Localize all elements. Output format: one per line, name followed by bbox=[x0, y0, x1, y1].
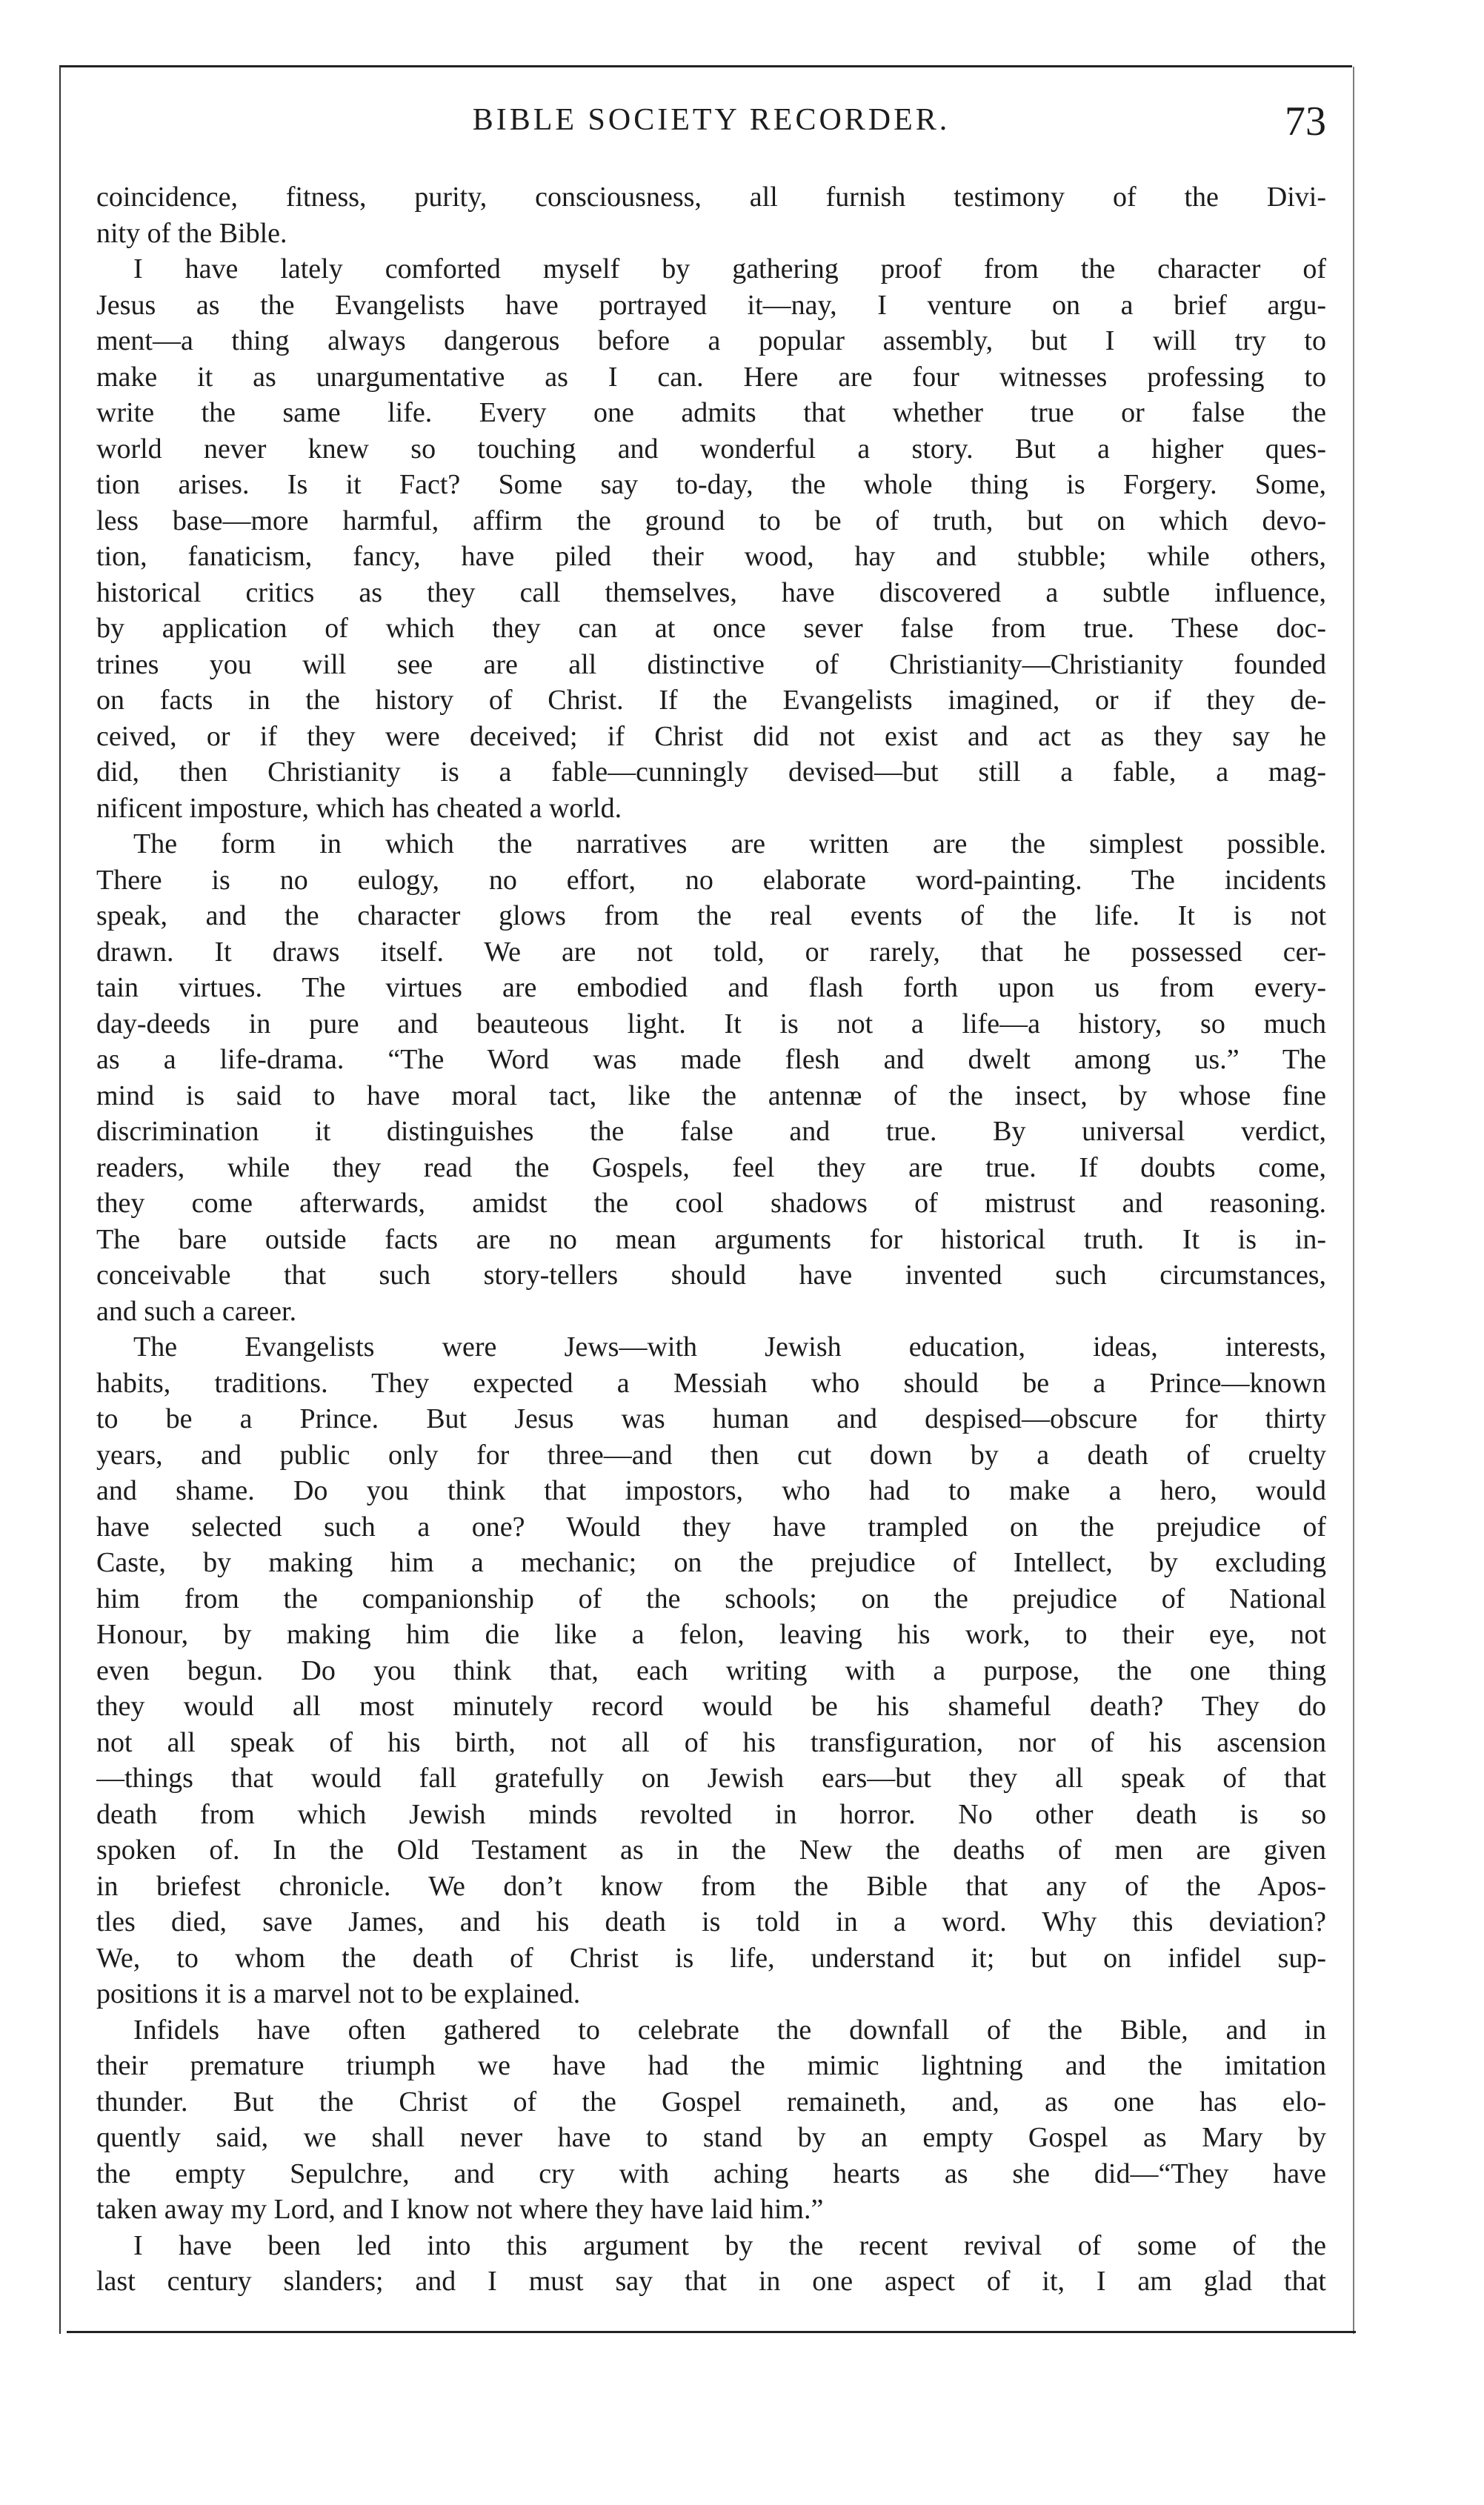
text-line: nity of the Bible. bbox=[96, 217, 287, 249]
text-line: coincidence, fitness, purity, consciousness, all furnish testimony of the Divi- bbox=[96, 182, 1326, 213]
text-line: tion, fanaticism, fancy, have piled their wood, hay and stubble; while others, bbox=[96, 541, 1326, 572]
text-line: ceived, or if they were deceived; if Christ did not exist and act as they say he bbox=[96, 720, 1326, 752]
bottom-border-rule bbox=[67, 2331, 1356, 2333]
top-border-rule bbox=[59, 65, 1352, 67]
text-line: their premature triumph we have had the mimic lightning and the imitation bbox=[96, 2050, 1326, 2081]
text-line: him from the companionship of the schools; on the prejudice of National bbox=[96, 1583, 1326, 1614]
text-line: years, and public only for three—and then cut down by a death of cruelty bbox=[96, 1439, 1326, 1471]
text-line: mind is said to have moral tact, like the antennæ of the insect, by whose fine bbox=[96, 1079, 1326, 1111]
text-line: quently said, we shall never have to stand by an empty Gospel as Mary by bbox=[96, 2122, 1326, 2153]
text-line: day-deeds in pure and beauteous light. It is not a life—a history, so much bbox=[96, 1008, 1326, 1039]
right-border-rule bbox=[1353, 67, 1354, 2334]
text-line: even begun. Do you think that, each writing with a purpose, the one thing bbox=[96, 1654, 1326, 1686]
text-line: habits, traditions. They expected a Messiah who should be a Prince—known bbox=[96, 1367, 1326, 1399]
text-line: have selected such a one? Would they have trampled on the prejudice of bbox=[96, 1511, 1326, 1543]
article-text-column bbox=[96, 179, 1326, 2300]
text-line: tain virtues. The virtues are embodied and flash forth upon us from every- bbox=[96, 972, 1326, 1003]
text-line: Honour, by making him die like a felon, leaving his work, to their eye, not bbox=[96, 1619, 1326, 1650]
text-line: —things that would fall gratefully on Jewish ears—but they all speak of that bbox=[96, 1763, 1326, 1794]
text-line: historical critics as they call themselves, have discovered a subtle influence, bbox=[96, 576, 1326, 608]
text-line: write the same life. Every one admits that whether true or false the bbox=[96, 397, 1326, 428]
text-line: they would all most minutely record would be his shameful death? They do bbox=[96, 1691, 1326, 1722]
text-line: Jesus as the Evangelists have portrayed it—nay, I venture on a brief argu- bbox=[96, 289, 1326, 321]
text-line: nificent imposture, which has cheated a world. bbox=[96, 792, 622, 824]
text-line: did, then Christianity is a fable—cunningly devised—but still a fable, a mag- bbox=[96, 756, 1326, 788]
text-line: in briefest chronicle. We don’t know from the Bible that any of the Apos- bbox=[96, 1870, 1326, 1902]
text-line: world never knew so touching and wonderful a story. But a higher ques- bbox=[96, 433, 1326, 465]
text-line: The form in which the narratives are written are the simplest possible. bbox=[133, 828, 1326, 859]
text-line: not all speak of his birth, not all of his transfiguration, nor of his ascension bbox=[96, 1726, 1326, 1758]
text-line: conceivable that such story-tellers should have invented such circumstances, bbox=[96, 1260, 1326, 1291]
text-line: and such a career. bbox=[96, 1295, 297, 1327]
text-line: positions it is a marvel not to be explained. bbox=[96, 1978, 581, 2009]
text-line: less base—more harmful, affirm the ground to be of truth, but on which devo- bbox=[96, 505, 1326, 536]
text-line: I have been led into this argument by the recent revival of some of the bbox=[133, 2229, 1326, 2261]
text-line: I have lately comforted myself by gathering proof from the character of bbox=[133, 253, 1326, 285]
text-line: on facts in the history of Christ. If the Evangelists imagined, or if they de- bbox=[96, 685, 1326, 716]
text-line: trines you will see are all distinctive of Christianity—Christianity founded bbox=[96, 648, 1326, 680]
text-line: readers, while they read the Gospels, feel they are true. If doubts come, bbox=[96, 1151, 1326, 1183]
text-line: speak, and the character glows from the real events of the life. It is not bbox=[96, 900, 1326, 931]
text-line: make it as unargumentative as I can. Here are four witnesses professing to bbox=[96, 361, 1326, 393]
text-line: drawn. It draws itself. We are not told, or rarely, that he possessed cer- bbox=[96, 936, 1326, 968]
text-line: taken away my Lord, and I know not where they have laid him.” bbox=[96, 2194, 824, 2225]
text-line: Infidels have often gathered to celebrate the downfall of the Bible, and in bbox=[133, 2014, 1326, 2046]
text-line: by application of which they can at once sever false from true. These doc- bbox=[96, 613, 1326, 644]
running-head: BIBLE SOCIETY RECORDER. bbox=[472, 103, 951, 137]
text-line: We, to whom the death of Christ is life, understand it; but on infidel sup- bbox=[96, 1942, 1326, 1974]
page-header bbox=[96, 98, 1326, 150]
text-line: last century slanders; and I must say that in one aspect of it, I am glad that bbox=[96, 2266, 1326, 2297]
text-line: The Evangelists were Jews—with Jewish education, ideas, interests, bbox=[133, 1331, 1326, 1363]
text-line: death from which Jewish minds revolted in horror. No other death is so bbox=[96, 1798, 1326, 1830]
text-line: Caste, by making him a mechanic; on the prejudice of Intellect, by excluding bbox=[96, 1547, 1326, 1578]
text-line: There is no eulogy, no effort, no elaborate word-painting. The incidents bbox=[96, 864, 1326, 896]
page-number: 73 bbox=[1285, 99, 1326, 144]
text-line: the empty Sepulchre, and cry with aching hearts as she did—“They have bbox=[96, 2158, 1326, 2189]
text-line: The bare outside facts are no mean arguments for historical truth. It is in- bbox=[96, 1223, 1326, 1255]
text-line: as a life-drama. “The Word was made flesh and dwelt among us.” The bbox=[96, 1044, 1326, 1075]
text-line: thunder. But the Christ of the Gospel remaineth, and, as one has elo- bbox=[96, 2086, 1326, 2118]
text-line: tion arises. Is it Fact? Some say to-day, the whole thing is Forgery. Some, bbox=[96, 469, 1326, 500]
text-line: to be a Prince. But Jesus was human and despised—obscure for thirty bbox=[96, 1403, 1326, 1434]
text-line: and shame. Do you think that impostors, who had to make a hero, would bbox=[96, 1475, 1326, 1506]
text-line: ment—a thing always dangerous before a popular assembly, but I will try to bbox=[96, 325, 1326, 356]
text-line: spoken of. In the Old Testament as in the New the deaths of men are given bbox=[96, 1834, 1326, 1866]
text-line: tles died, save James, and his death is told in a word. Why this deviation? bbox=[96, 1906, 1326, 1937]
text-line: they come afterwards, amidst the cool shadows of mistrust and reasoning. bbox=[96, 1188, 1326, 1219]
left-border-rule bbox=[59, 67, 61, 2334]
text-line: discrimination it distinguishes the false and true. By universal verdict, bbox=[96, 1116, 1326, 1147]
